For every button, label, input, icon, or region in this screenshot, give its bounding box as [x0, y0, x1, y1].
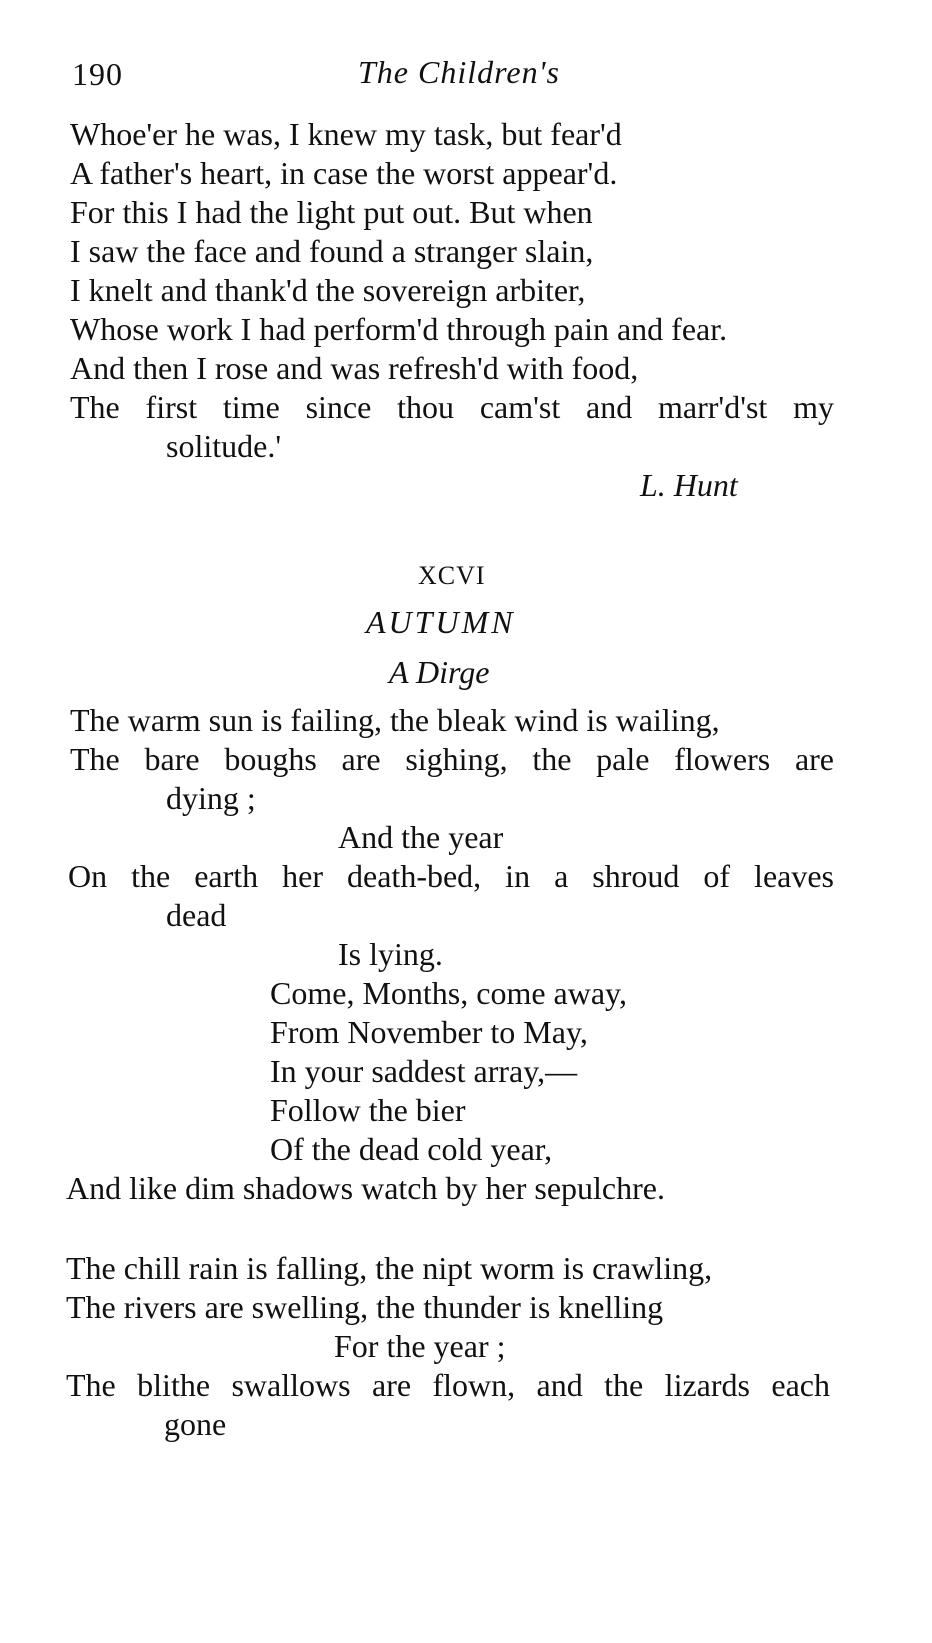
verse-line: Of the dead cold year,: [270, 1131, 553, 1167]
verse-line: From November to May,: [270, 1014, 588, 1050]
verse-line: In your saddest array,—: [270, 1053, 578, 1089]
page-number: 190: [72, 56, 123, 92]
verse-line: And then I rose and was refresh'd with food,: [70, 350, 639, 386]
verse-line: For this I had the light put out. But when: [70, 194, 593, 230]
verse-line: The rivers are swelling, the thunder is knelling: [66, 1289, 664, 1325]
author-attribution: L. Hunt: [640, 467, 738, 503]
verse-line: Come, Months, come away,: [270, 975, 627, 1011]
poem-title: AUTUMN: [366, 604, 516, 640]
verse-line: And like dim shadows watch by her sepulchre.: [66, 1170, 665, 1206]
verse-line: The warm sun is failing, the bleak wind is wailing,: [70, 702, 720, 738]
verse-line: The chill rain is falling, the nipt worm is crawling,: [66, 1250, 713, 1286]
verse-line: And the year: [338, 819, 504, 855]
verse-line: The blithe swallows are flown, and the lizards each: [66, 1367, 830, 1403]
verse-line: The first time since thou cam'st and marr'd'st my: [70, 389, 834, 425]
running-title: The Children's: [358, 54, 560, 90]
verse-line-continuation: gone: [164, 1406, 227, 1442]
verse-line: On the earth her death-bed, in a shroud of leaves: [68, 858, 834, 894]
verse-line: I knelt and thank'd the sovereign arbiter,: [70, 272, 586, 308]
verse-line: A father's heart, in case the worst appear'd.: [70, 155, 618, 191]
verse-line: Is lying.: [338, 936, 443, 972]
verse-line-continuation: dying ;: [166, 780, 256, 816]
verse-line: I saw the face and found a stranger slain,: [70, 233, 594, 269]
verse-line: The bare boughs are sighing, the pale flowers are: [70, 741, 834, 777]
verse-line: Follow the bier: [270, 1092, 466, 1128]
verse-line: For the year ;: [334, 1328, 506, 1364]
verse-line: Whose work I had perform'd through pain and fear.: [70, 311, 728, 347]
verse-line: Whoe'er he was, I knew my task, but fear'd: [70, 116, 622, 152]
verse-line-continuation: dead: [166, 897, 227, 933]
poem-number: XCVI: [418, 561, 486, 590]
verse-line-continuation: solitude.': [166, 428, 282, 464]
poem-subtitle: A Dirge: [389, 654, 490, 690]
